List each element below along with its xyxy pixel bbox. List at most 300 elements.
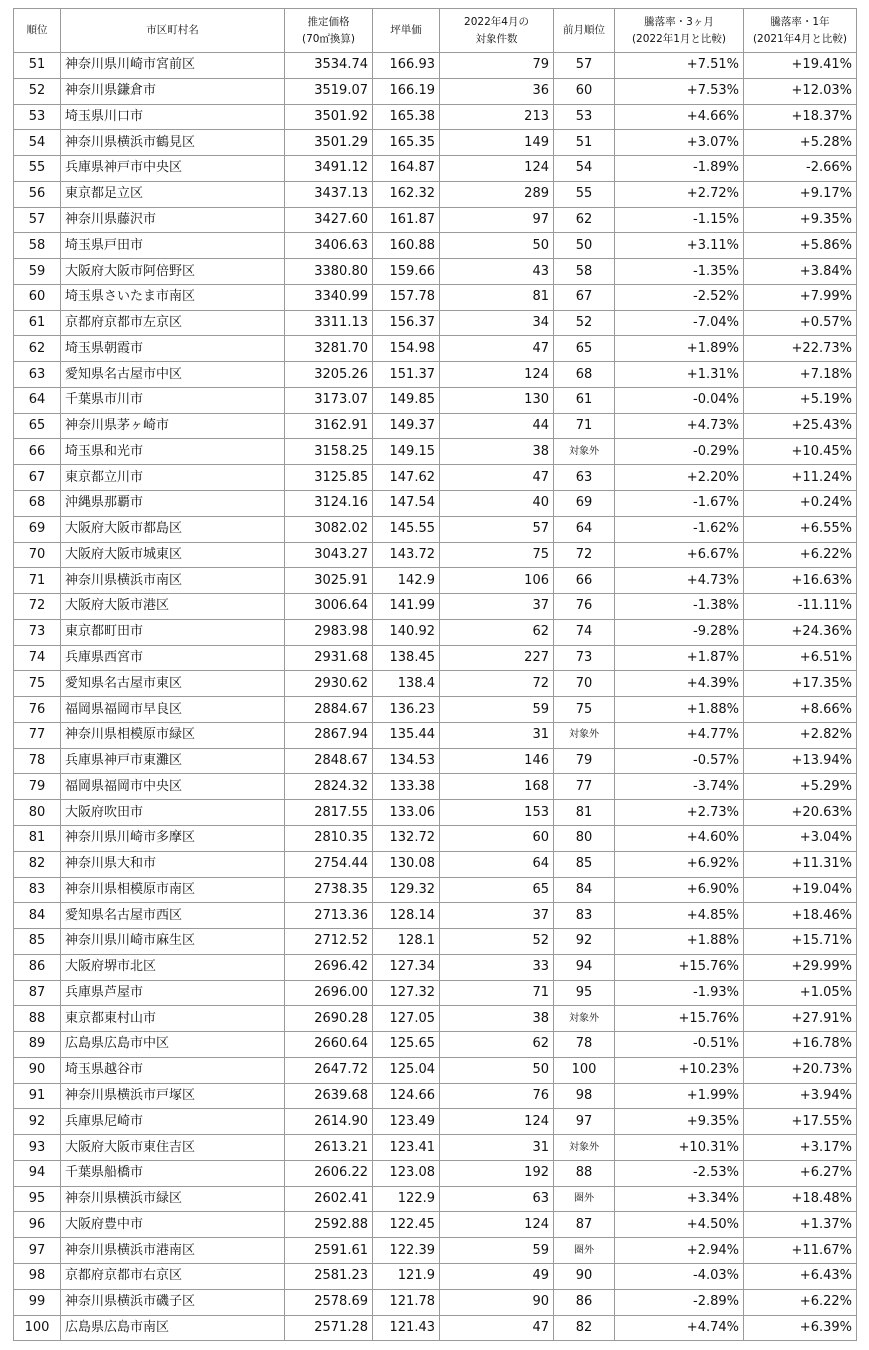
cell-price: 2931.68 (285, 645, 373, 671)
cell-name: 東京都町田市 (61, 619, 285, 645)
cell-price: 2592.88 (285, 1212, 373, 1238)
cell-count: 40 (440, 491, 554, 517)
cell-tsubo: 159.66 (373, 259, 440, 285)
cell-rate-1y: +20.73% (744, 1057, 857, 1083)
cell-prev-rank: 68 (554, 362, 615, 388)
cell-count: 47 (440, 336, 554, 362)
cell-tsubo: 147.62 (373, 465, 440, 491)
cell-rate-3m: -2.89% (615, 1289, 744, 1315)
cell-prev-rank: 94 (554, 954, 615, 980)
header-row (14, 9, 857, 53)
cell-price: 3427.60 (285, 207, 373, 233)
cell-name: 京都府京都市右京区 (61, 1263, 285, 1289)
cell-rank: 63 (14, 362, 61, 388)
table-row (14, 1135, 857, 1161)
cell-count: 64 (440, 851, 554, 877)
cell-rate-3m: +3.34% (615, 1186, 744, 1212)
cell-count: 90 (440, 1289, 554, 1315)
cell-rate-1y: +1.37% (744, 1212, 857, 1238)
cell-rank: 90 (14, 1057, 61, 1083)
header-price-line1: 推定価格 (307, 15, 350, 28)
table-row (14, 1032, 857, 1058)
header-prev (554, 9, 615, 53)
cell-name: 神奈川県横浜市戸塚区 (61, 1083, 285, 1109)
cell-tsubo: 125.04 (373, 1057, 440, 1083)
cell-name: 神奈川県横浜市鶴見区 (61, 130, 285, 156)
cell-rate-1y: +8.66% (744, 697, 857, 723)
table-row (14, 336, 857, 362)
cell-prev-rank: 54 (554, 156, 615, 182)
cell-name: 愛知県名古屋市中区 (61, 362, 285, 388)
cell-rank: 89 (14, 1032, 61, 1058)
cell-name: 大阪府大阪市都島区 (61, 516, 285, 542)
cell-rate-3m: +1.88% (615, 929, 744, 955)
cell-rank: 79 (14, 774, 61, 800)
cell-prev-rank: 50 (554, 233, 615, 259)
cell-count: 57 (440, 516, 554, 542)
cell-prev-rank: 88 (554, 1160, 615, 1186)
cell-rate-3m: +9.35% (615, 1109, 744, 1135)
cell-rank: 64 (14, 387, 61, 413)
header-rank-label: 順位 (26, 24, 48, 36)
cell-rate-1y: +19.41% (744, 53, 857, 79)
cell-name: 兵庫県西宮市 (61, 645, 285, 671)
table-row (14, 1289, 857, 1315)
cell-tsubo: 143.72 (373, 542, 440, 568)
table-row (14, 130, 857, 156)
cell-name: 神奈川県横浜市緑区 (61, 1186, 285, 1212)
cell-rate-1y: +18.48% (744, 1186, 857, 1212)
cell-tsubo: 129.32 (373, 877, 440, 903)
cell-count: 43 (440, 259, 554, 285)
cell-rank: 54 (14, 130, 61, 156)
cell-count: 71 (440, 980, 554, 1006)
cell-rate-1y: +3.17% (744, 1135, 857, 1161)
cell-count: 31 (440, 722, 554, 748)
cell-count: 33 (440, 954, 554, 980)
cell-prev-rank: 対象外 (554, 722, 615, 748)
cell-rank: 70 (14, 542, 61, 568)
cell-prev-rank: 69 (554, 491, 615, 517)
cell-rate-1y: +5.28% (744, 130, 857, 156)
cell-count: 81 (440, 284, 554, 310)
cell-rate-3m: +1.99% (615, 1083, 744, 1109)
cell-prev-rank: 85 (554, 851, 615, 877)
cell-rate-3m: -0.51% (615, 1032, 744, 1058)
cell-name: 大阪府大阪市城東区 (61, 542, 285, 568)
cell-price: 2696.00 (285, 980, 373, 1006)
cell-rate-1y: +6.22% (744, 1289, 857, 1315)
cell-price: 3162.91 (285, 413, 373, 439)
cell-price: 2696.42 (285, 954, 373, 980)
header-prev-label: 前月順位 (563, 24, 605, 36)
cell-count: 36 (440, 78, 554, 104)
cell-rate-3m: -0.29% (615, 439, 744, 465)
cell-price: 3519.07 (285, 78, 373, 104)
cell-rate-3m: -0.04% (615, 387, 744, 413)
cell-rate-1y: +20.63% (744, 800, 857, 826)
table-row (14, 516, 857, 542)
cell-count: 289 (440, 181, 554, 207)
cell-tsubo: 160.88 (373, 233, 440, 259)
cell-price: 3125.85 (285, 465, 373, 491)
header-rate1y-line2: (2021年4月と比較) (752, 32, 848, 45)
table-row (14, 465, 857, 491)
cell-price: 3158.25 (285, 439, 373, 465)
cell-prev-rank: 51 (554, 130, 615, 156)
cell-rate-1y: +17.55% (744, 1109, 857, 1135)
header-count (440, 9, 554, 53)
cell-rate-3m: +4.74% (615, 1315, 744, 1341)
header-count-line2: 対象件数 (475, 32, 518, 45)
cell-rank: 57 (14, 207, 61, 233)
header-name (61, 9, 285, 53)
cell-price: 2613.21 (285, 1135, 373, 1161)
cell-tsubo: 121.9 (373, 1263, 440, 1289)
cell-price: 3406.63 (285, 233, 373, 259)
cell-prev-rank: 77 (554, 774, 615, 800)
cell-count: 124 (440, 1212, 554, 1238)
cell-price: 3501.29 (285, 130, 373, 156)
table-row (14, 619, 857, 645)
cell-price: 2867.94 (285, 722, 373, 748)
cell-rank: 68 (14, 491, 61, 517)
cell-rate-1y: +18.46% (744, 903, 857, 929)
cell-count: 50 (440, 1057, 554, 1083)
cell-prev-rank: 61 (554, 387, 615, 413)
cell-count: 52 (440, 929, 554, 955)
table-row (14, 491, 857, 517)
cell-name: 兵庫県芦屋市 (61, 980, 285, 1006)
cell-name: 広島県広島市南区 (61, 1315, 285, 1341)
cell-rate-3m: +10.31% (615, 1135, 744, 1161)
cell-rate-1y: +15.71% (744, 929, 857, 955)
header-tsubo-label: 坪単価 (390, 24, 422, 36)
cell-name: 神奈川県茅ヶ崎市 (61, 413, 285, 439)
cell-count: 153 (440, 800, 554, 826)
cell-tsubo: 127.34 (373, 954, 440, 980)
cell-rank: 76 (14, 697, 61, 723)
table-row (14, 568, 857, 594)
cell-count: 47 (440, 1315, 554, 1341)
cell-price: 2713.36 (285, 903, 373, 929)
cell-rank: 61 (14, 310, 61, 336)
cell-tsubo: 154.98 (373, 336, 440, 362)
cell-name: 千葉県市川市 (61, 387, 285, 413)
cell-price: 2817.55 (285, 800, 373, 826)
cell-name: 愛知県名古屋市西区 (61, 903, 285, 929)
table-row (14, 594, 857, 620)
cell-rate-3m: -2.52% (615, 284, 744, 310)
cell-rank: 82 (14, 851, 61, 877)
cell-rate-1y: +24.36% (744, 619, 857, 645)
cell-rate-3m: -2.53% (615, 1160, 744, 1186)
table-row (14, 413, 857, 439)
cell-rate-3m: -1.93% (615, 980, 744, 1006)
cell-rank: 67 (14, 465, 61, 491)
cell-prev-rank: 53 (554, 104, 615, 130)
cell-price: 2712.52 (285, 929, 373, 955)
table-row (14, 980, 857, 1006)
cell-count: 62 (440, 1032, 554, 1058)
cell-prev-rank: 62 (554, 207, 615, 233)
cell-rank: 56 (14, 181, 61, 207)
table-row (14, 310, 857, 336)
cell-rate-3m: +1.31% (615, 362, 744, 388)
cell-tsubo: 130.08 (373, 851, 440, 877)
cell-name: 神奈川県横浜市港南区 (61, 1238, 285, 1264)
cell-count: 60 (440, 825, 554, 851)
cell-rank: 58 (14, 233, 61, 259)
table-row (14, 954, 857, 980)
cell-tsubo: 165.35 (373, 130, 440, 156)
table-row (14, 233, 857, 259)
cell-rate-1y: +3.84% (744, 259, 857, 285)
cell-tsubo: 151.37 (373, 362, 440, 388)
cell-rate-3m: +2.94% (615, 1238, 744, 1264)
cell-tsubo: 166.93 (373, 53, 440, 79)
cell-rank: 53 (14, 104, 61, 130)
table-row (14, 104, 857, 130)
cell-rate-3m: -1.67% (615, 491, 744, 517)
cell-price: 2738.35 (285, 877, 373, 903)
cell-rank: 99 (14, 1289, 61, 1315)
cell-rate-1y: +11.67% (744, 1238, 857, 1264)
cell-rate-1y: -2.66% (744, 156, 857, 182)
cell-rate-1y: +16.63% (744, 568, 857, 594)
cell-count: 97 (440, 207, 554, 233)
cell-prev-rank: 80 (554, 825, 615, 851)
cell-name: 埼玉県朝霞市 (61, 336, 285, 362)
table-row (14, 1109, 857, 1135)
cell-prev-rank: 90 (554, 1263, 615, 1289)
cell-rate-3m: -1.89% (615, 156, 744, 182)
cell-prev-rank: 72 (554, 542, 615, 568)
cell-rank: 60 (14, 284, 61, 310)
cell-price: 3491.12 (285, 156, 373, 182)
cell-prev-rank: 63 (554, 465, 615, 491)
table-row (14, 542, 857, 568)
cell-price: 2591.61 (285, 1238, 373, 1264)
cell-rank: 86 (14, 954, 61, 980)
table-row (14, 362, 857, 388)
cell-name: 福岡県福岡市早良区 (61, 697, 285, 723)
cell-rate-3m: -4.03% (615, 1263, 744, 1289)
cell-rate-1y: +11.24% (744, 465, 857, 491)
cell-rate-1y: +1.05% (744, 980, 857, 1006)
cell-tsubo: 122.39 (373, 1238, 440, 1264)
cell-price: 2983.98 (285, 619, 373, 645)
cell-name: 福岡県福岡市中央区 (61, 774, 285, 800)
cell-prev-rank: 71 (554, 413, 615, 439)
cell-count: 37 (440, 903, 554, 929)
cell-tsubo: 165.38 (373, 104, 440, 130)
cell-rate-1y: +6.27% (744, 1160, 857, 1186)
cell-prev-rank: 58 (554, 259, 615, 285)
header-name-label: 市区町村名 (146, 24, 199, 36)
cell-price: 3340.99 (285, 284, 373, 310)
cell-rank: 93 (14, 1135, 61, 1161)
cell-price: 2647.72 (285, 1057, 373, 1083)
header-rate1y (744, 9, 857, 53)
cell-tsubo: 166.19 (373, 78, 440, 104)
cell-name: 神奈川県川崎市麻生区 (61, 929, 285, 955)
cell-rate-3m: -7.04% (615, 310, 744, 336)
cell-name: 神奈川県横浜市磯子区 (61, 1289, 285, 1315)
header-price-line2: (70㎡換算) (301, 32, 356, 45)
cell-count: 146 (440, 748, 554, 774)
cell-price: 3043.27 (285, 542, 373, 568)
cell-rate-3m: -3.74% (615, 774, 744, 800)
cell-prev-rank: 57 (554, 53, 615, 79)
cell-rate-1y: +22.73% (744, 336, 857, 362)
cell-count: 149 (440, 130, 554, 156)
table-body (14, 53, 857, 1341)
cell-rank: 92 (14, 1109, 61, 1135)
cell-tsubo: 140.92 (373, 619, 440, 645)
cell-rate-1y: +5.19% (744, 387, 857, 413)
cell-rate-3m: +3.07% (615, 130, 744, 156)
cell-prev-rank: 78 (554, 1032, 615, 1058)
table-row (14, 697, 857, 723)
cell-rate-1y: +0.57% (744, 310, 857, 336)
table-row (14, 1212, 857, 1238)
cell-tsubo: 161.87 (373, 207, 440, 233)
header-count-line1: 2022年4月の (464, 15, 529, 28)
cell-rate-1y: +6.51% (744, 645, 857, 671)
cell-name: 神奈川県川崎市多摩区 (61, 825, 285, 851)
cell-price: 2571.28 (285, 1315, 373, 1341)
cell-rank: 96 (14, 1212, 61, 1238)
cell-count: 47 (440, 465, 554, 491)
cell-tsubo: 156.37 (373, 310, 440, 336)
cell-name: 神奈川県横浜市南区 (61, 568, 285, 594)
cell-prev-rank: 60 (554, 78, 615, 104)
cell-count: 124 (440, 1109, 554, 1135)
cell-prev-rank: 81 (554, 800, 615, 826)
header-price (285, 9, 373, 53)
cell-rank: 80 (14, 800, 61, 826)
cell-rate-3m: +6.90% (615, 877, 744, 903)
cell-rank: 77 (14, 722, 61, 748)
cell-name: 神奈川県大和市 (61, 851, 285, 877)
cell-rate-3m: +3.11% (615, 233, 744, 259)
cell-count: 37 (440, 594, 554, 620)
cell-rank: 95 (14, 1186, 61, 1212)
cell-rate-3m: +4.73% (615, 568, 744, 594)
table-row (14, 851, 857, 877)
cell-prev-rank: 84 (554, 877, 615, 903)
cell-prev-rank: 67 (554, 284, 615, 310)
cell-count: 227 (440, 645, 554, 671)
cell-tsubo: 123.08 (373, 1160, 440, 1186)
cell-prev-rank: 97 (554, 1109, 615, 1135)
cell-prev-rank: 87 (554, 1212, 615, 1238)
cell-rank: 73 (14, 619, 61, 645)
cell-count: 106 (440, 568, 554, 594)
cell-count: 130 (440, 387, 554, 413)
cell-rate-3m: -0.57% (615, 748, 744, 774)
cell-rate-1y: +3.94% (744, 1083, 857, 1109)
cell-rank: 52 (14, 78, 61, 104)
cell-prev-rank: 95 (554, 980, 615, 1006)
cell-tsubo: 125.65 (373, 1032, 440, 1058)
table-row (14, 259, 857, 285)
cell-tsubo: 122.45 (373, 1212, 440, 1238)
cell-price: 2810.35 (285, 825, 373, 851)
cell-prev-rank: 83 (554, 903, 615, 929)
cell-prev-rank: 79 (554, 748, 615, 774)
cell-prev-rank: 76 (554, 594, 615, 620)
table-row (14, 722, 857, 748)
header-tsubo (373, 9, 440, 53)
cell-count: 50 (440, 233, 554, 259)
table-row (14, 156, 857, 182)
cell-tsubo: 133.06 (373, 800, 440, 826)
cell-tsubo: 133.38 (373, 774, 440, 800)
cell-tsubo: 162.32 (373, 181, 440, 207)
cell-name: 大阪府大阪市東住吉区 (61, 1135, 285, 1161)
cell-name: 埼玉県越谷市 (61, 1057, 285, 1083)
cell-prev-rank: 対象外 (554, 1006, 615, 1032)
cell-rate-3m: +4.39% (615, 671, 744, 697)
cell-tsubo: 149.37 (373, 413, 440, 439)
cell-name: 千葉県船橋市 (61, 1160, 285, 1186)
table-row (14, 671, 857, 697)
cell-price: 3025.91 (285, 568, 373, 594)
cell-price: 3311.13 (285, 310, 373, 336)
cell-rate-3m: +4.60% (615, 825, 744, 851)
cell-rate-3m: +4.66% (615, 104, 744, 130)
table-row (14, 774, 857, 800)
table-row (14, 645, 857, 671)
cell-name: 沖縄県那覇市 (61, 491, 285, 517)
table-row (14, 1083, 857, 1109)
table-row (14, 1238, 857, 1264)
cell-rank: 51 (14, 53, 61, 79)
cell-rank: 62 (14, 336, 61, 362)
cell-name: 広島県広島市中区 (61, 1032, 285, 1058)
cell-count: 49 (440, 1263, 554, 1289)
cell-rate-1y: +27.91% (744, 1006, 857, 1032)
cell-rank: 71 (14, 568, 61, 594)
cell-tsubo: 164.87 (373, 156, 440, 182)
cell-rate-3m: +15.76% (615, 1006, 744, 1032)
header-rate3m-line1: 騰落率・3ヶ月 (644, 15, 714, 28)
cell-price: 2930.62 (285, 671, 373, 697)
cell-prev-rank: 98 (554, 1083, 615, 1109)
cell-rank: 100 (14, 1315, 61, 1341)
cell-price: 2602.41 (285, 1186, 373, 1212)
cell-rate-3m: +4.85% (615, 903, 744, 929)
table-row (14, 929, 857, 955)
cell-name: 埼玉県和光市 (61, 439, 285, 465)
cell-rank: 87 (14, 980, 61, 1006)
header-rank (14, 9, 61, 53)
cell-tsubo: 127.05 (373, 1006, 440, 1032)
cell-tsubo: 121.43 (373, 1315, 440, 1341)
table-row (14, 748, 857, 774)
cell-rate-1y: +0.24% (744, 491, 857, 517)
cell-count: 79 (440, 53, 554, 79)
cell-prev-rank: 圏外 (554, 1238, 615, 1264)
cell-name: 東京都東村山市 (61, 1006, 285, 1032)
cell-rate-1y: +10.45% (744, 439, 857, 465)
cell-count: 213 (440, 104, 554, 130)
cell-rate-3m: -9.28% (615, 619, 744, 645)
cell-rate-1y: +3.04% (744, 825, 857, 851)
cell-name: 埼玉県川口市 (61, 104, 285, 130)
